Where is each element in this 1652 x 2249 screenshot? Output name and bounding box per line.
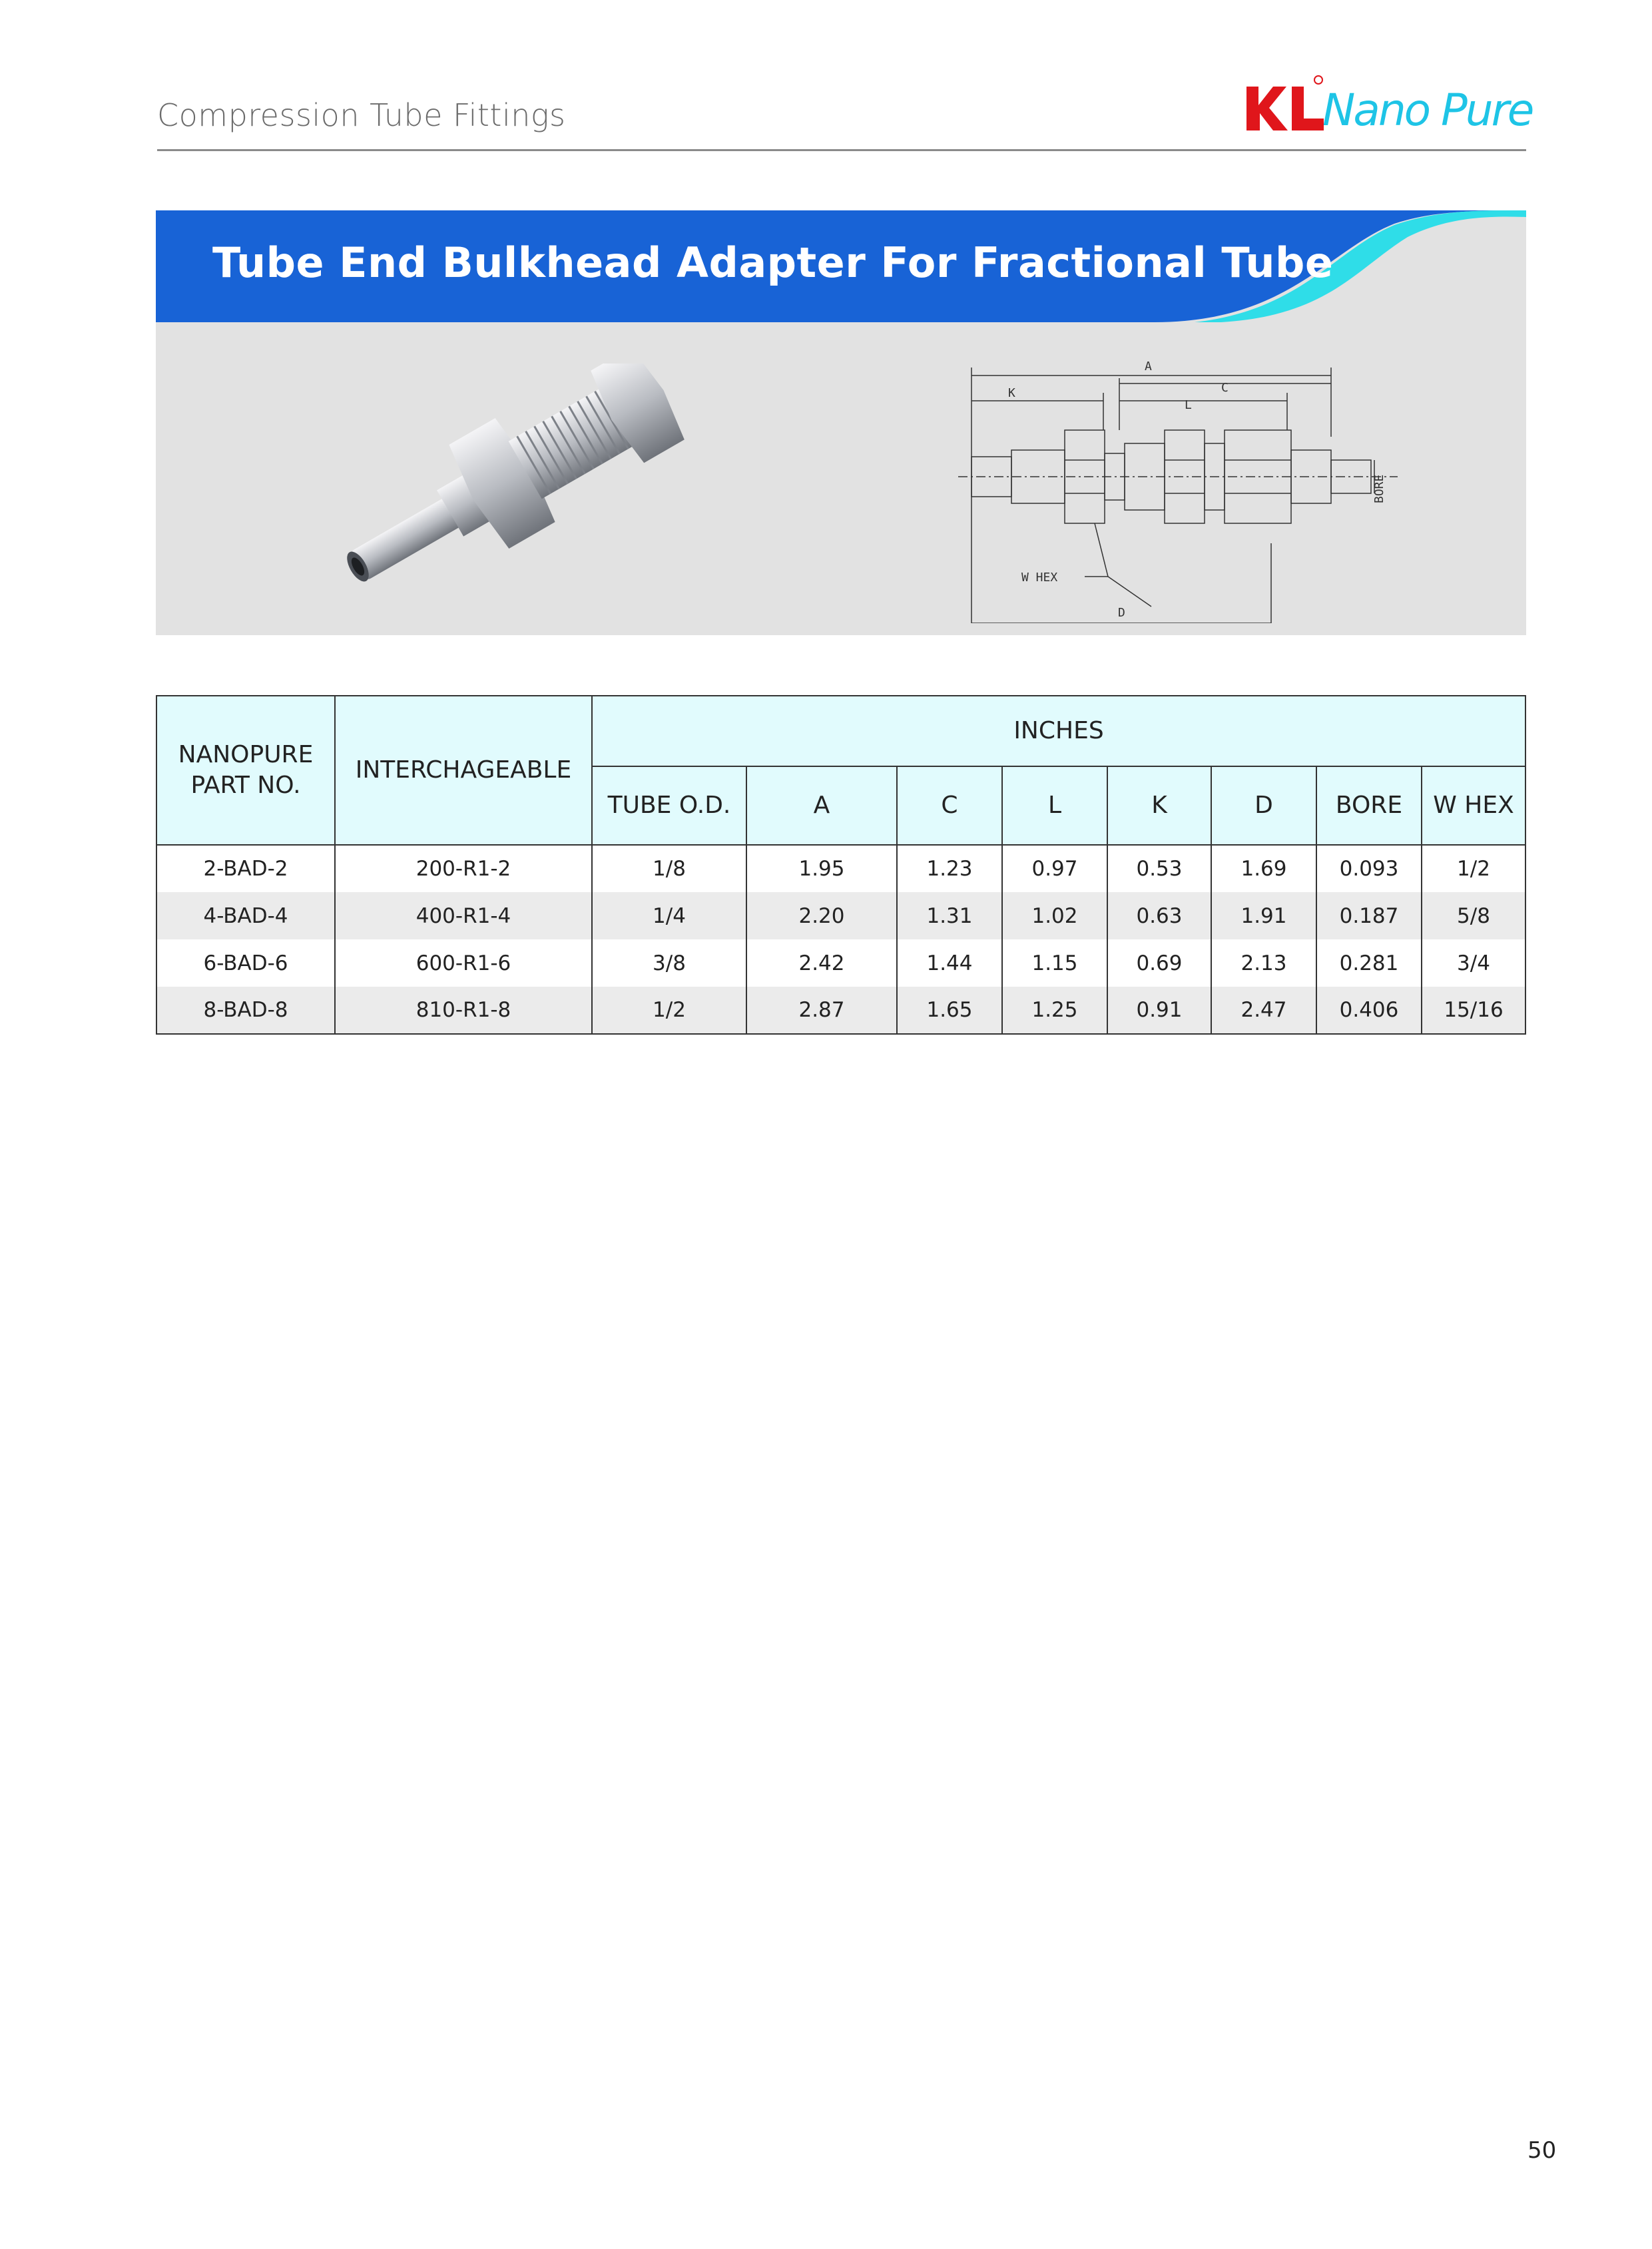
product-title: Tube End Bulkhead Adapter For Fractional Tube bbox=[212, 238, 1334, 287]
table-row bbox=[156, 987, 1525, 1034]
table-header-row bbox=[156, 696, 1525, 766]
table-cell: 0.406 bbox=[1316, 987, 1422, 1034]
dim-label-k: K bbox=[1008, 386, 1015, 400]
table-cell: 6-BAD-6 bbox=[156, 939, 335, 987]
table-cell: 0.187 bbox=[1316, 892, 1422, 939]
product-banner bbox=[156, 210, 1526, 635]
page-number: 50 bbox=[1527, 2137, 1557, 2164]
table-cell: 2.47 bbox=[1211, 987, 1316, 1034]
table-cell: 2.13 bbox=[1211, 939, 1316, 987]
brand-logo bbox=[1240, 67, 1533, 140]
table-cell: 1.15 bbox=[1002, 939, 1107, 987]
table-cell: 600-R1-6 bbox=[335, 939, 592, 987]
table-cell: 2.20 bbox=[746, 892, 897, 939]
table-cell: 1/2 bbox=[592, 987, 746, 1034]
dim-label-d: D bbox=[1118, 606, 1125, 620]
table-row bbox=[156, 845, 1525, 892]
col-header-bore: BORE bbox=[1316, 766, 1422, 845]
technical-drawing-icon bbox=[958, 344, 1444, 623]
dim-label-bore: BORE bbox=[1372, 474, 1386, 503]
table-cell: 0.63 bbox=[1107, 892, 1211, 939]
table-cell: 0.69 bbox=[1107, 939, 1211, 987]
table-cell: 1.02 bbox=[1002, 892, 1107, 939]
table-cell: 3/8 bbox=[592, 939, 746, 987]
col-header-inches: INCHES bbox=[592, 696, 1525, 766]
svg-text:Nano Pure: Nano Pure bbox=[1322, 85, 1533, 136]
col-header-l: L bbox=[1002, 766, 1107, 845]
col-header-interchangeable: INTERCHAGEABLE bbox=[335, 696, 592, 845]
table-cell: 5/8 bbox=[1422, 892, 1525, 939]
fitting-photo-icon bbox=[309, 364, 695, 603]
table-cell: 0.97 bbox=[1002, 845, 1107, 892]
nanopure-logo-icon bbox=[1240, 67, 1533, 140]
table-cell: 1.65 bbox=[897, 987, 1002, 1034]
table-cell: 0.093 bbox=[1316, 845, 1422, 892]
table-cell: 8-BAD-8 bbox=[156, 987, 335, 1034]
page-header-title: Compression Tube Fittings bbox=[157, 97, 566, 133]
table-cell: 1.95 bbox=[746, 845, 897, 892]
banner-title-bar bbox=[156, 210, 1526, 322]
dimension-drawing bbox=[958, 344, 1444, 623]
col-header-d: D bbox=[1211, 766, 1316, 845]
table-cell: 1/4 bbox=[592, 892, 746, 939]
table-cell: 1.31 bbox=[897, 892, 1002, 939]
table-cell: 1.44 bbox=[897, 939, 1002, 987]
col-header-k: K bbox=[1107, 766, 1211, 845]
table-cell: 0.53 bbox=[1107, 845, 1211, 892]
table-cell: 1.23 bbox=[897, 845, 1002, 892]
table-cell: 2.87 bbox=[746, 987, 897, 1034]
table-row bbox=[156, 939, 1525, 987]
table-row bbox=[156, 892, 1525, 939]
table-cell: 2-BAD-2 bbox=[156, 845, 335, 892]
dim-label-l: L bbox=[1185, 398, 1192, 412]
dim-label-a: A bbox=[1145, 360, 1152, 374]
table-cell: 15/16 bbox=[1422, 987, 1525, 1034]
col-header-c: C bbox=[897, 766, 1002, 845]
dim-label-whex: W HEX bbox=[1021, 571, 1058, 585]
table-cell: 1/8 bbox=[592, 845, 746, 892]
dimensions-table bbox=[156, 695, 1526, 1035]
product-photo bbox=[309, 364, 695, 603]
table-cell: 1.91 bbox=[1211, 892, 1316, 939]
table-cell: 200-R1-2 bbox=[335, 845, 592, 892]
table-cell: 400-R1-4 bbox=[335, 892, 592, 939]
table-cell: 1.25 bbox=[1002, 987, 1107, 1034]
dim-label-c: C bbox=[1221, 381, 1229, 395]
col-header-part: NANOPURE PART NO. bbox=[156, 696, 335, 845]
table-cell: 0.91 bbox=[1107, 987, 1211, 1034]
table-cell: 1/2 bbox=[1422, 845, 1525, 892]
table-cell: 810-R1-8 bbox=[335, 987, 592, 1034]
table-cell: 4-BAD-4 bbox=[156, 892, 335, 939]
table-cell: 1.69 bbox=[1211, 845, 1316, 892]
col-header-a: A bbox=[746, 766, 897, 845]
col-header-tube-od: TUBE O.D. bbox=[592, 766, 746, 845]
table-cell: 3/4 bbox=[1422, 939, 1525, 987]
header-divider bbox=[157, 149, 1526, 151]
col-header-w-hex: W HEX bbox=[1422, 766, 1525, 845]
table-cell: 0.281 bbox=[1316, 939, 1422, 987]
table-cell: 2.42 bbox=[746, 939, 897, 987]
